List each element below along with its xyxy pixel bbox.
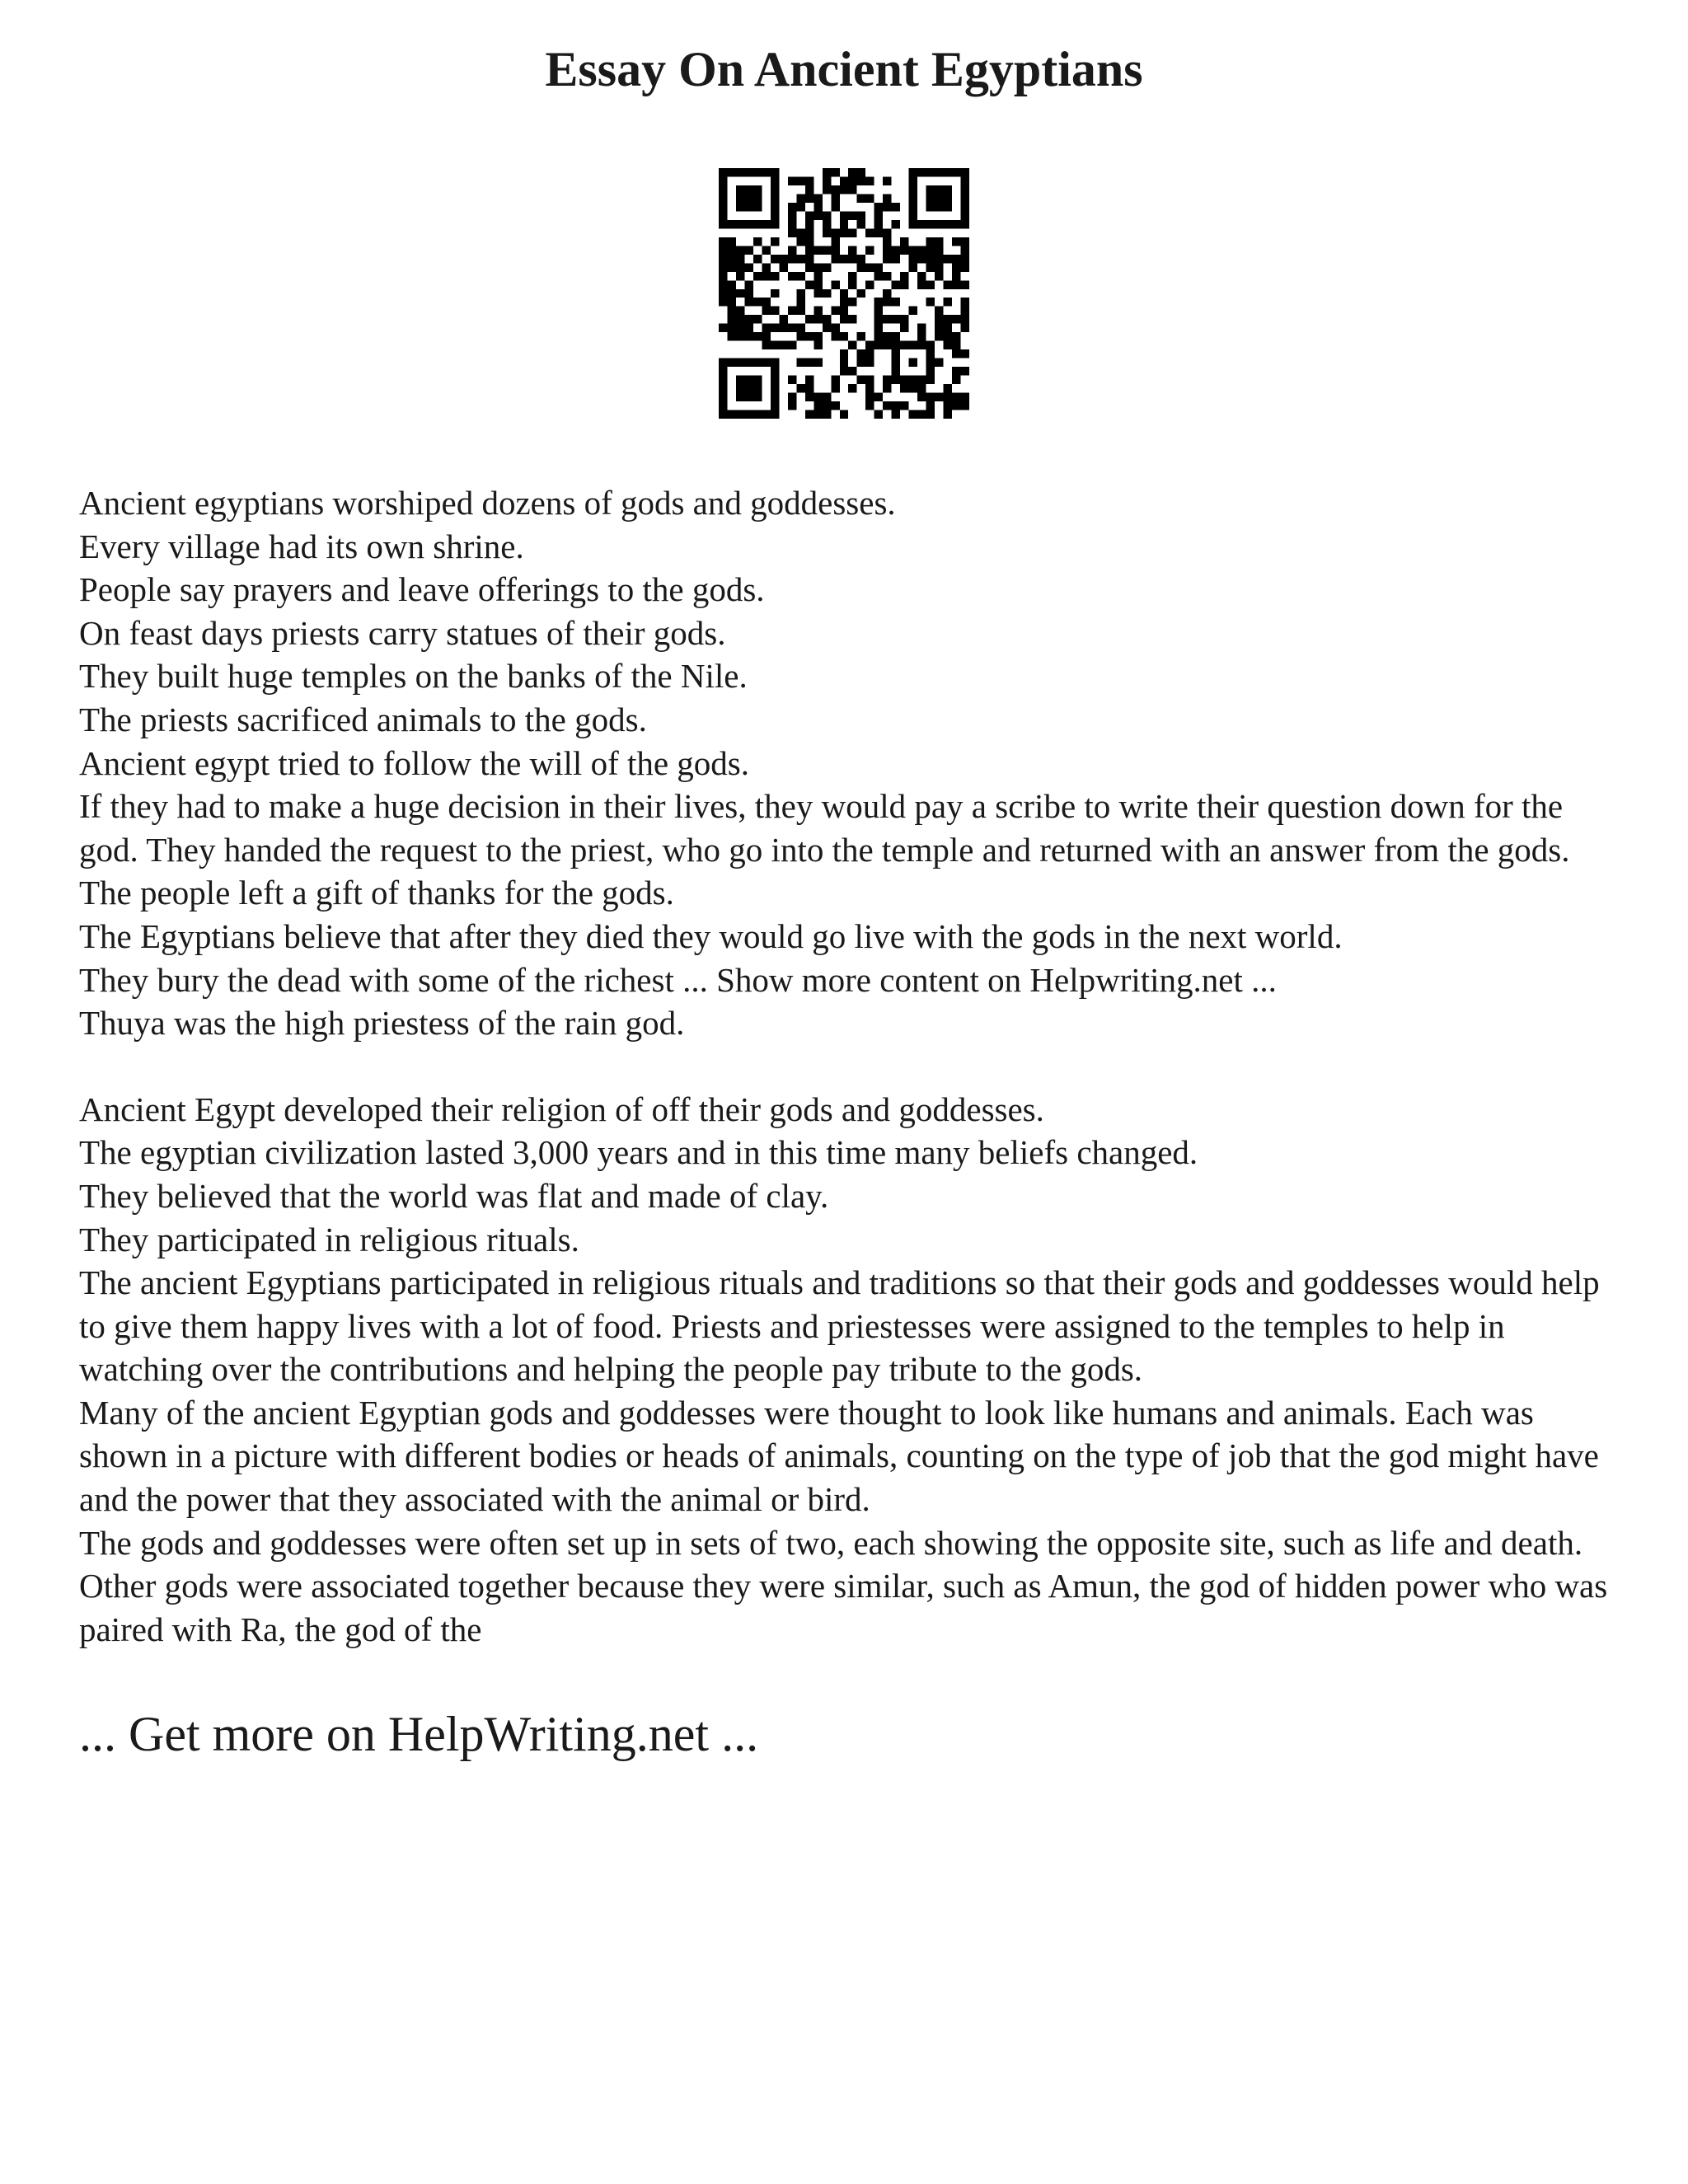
paragraph: The Egyptians believe that after they died they would go live with the gods in the next world. <box>79 916 1343 955</box>
paragraph: Thuya was the high priestess of the rain god. <box>79 1004 685 1043</box>
paragraph: The egyptian civilization lasted 3,000 years and in this time many beliefs changed. <box>79 1133 1198 1172</box>
paragraph: They participated in religious rituals. <box>79 1220 579 1258</box>
paragraph: Ancient egypt tried to follow the will of the gods. <box>79 743 750 782</box>
paragraph: They built huge temples on the banks of the Nile. <box>79 657 748 696</box>
paragraph: Every village had its own shrine. <box>79 527 524 565</box>
qr-code-graphic <box>719 168 969 419</box>
paragraph: Many of the ancient Egyptian gods and goddesses were thought to look like humans and animals. Each was shown in a picture with different bodies or heads of animals, counting on the type of job that the god might have and the power that they associated with the animal or bird. <box>79 1393 1599 1519</box>
paragraph: They bury the dead with some of the richest ... Show more content on Helpwriting.net ... <box>79 960 1277 999</box>
paragraph: If they had to make a huge decision in their lives, they would pay a scribe to write their question down for the god. They handed the request to the priest, who go into the temple and returned with an answer from the gods. The people left a gift of thanks for the gods. <box>79 787 1570 912</box>
paragraph: Ancient Egypt developed their religion of off their gods and goddesses. <box>79 1090 1044 1128</box>
section-gap <box>79 1045 1629 1088</box>
paragraph: The gods and goddesses were often set up in sets of two, each showing the opposite site, such as life and death. Other gods were associated together because they were similar, such as Amun, the god of hidden power who was paired with Ra, the god of the <box>79 1523 1608 1648</box>
essay-body <box>79 481 1629 1651</box>
paragraph: The ancient Egyptians participated in religious rituals and traditions so that their gods and goddesses would help to give them happy lives with a lot of food. Priests and priestesses were assigned to the temples to help in watching over the contributions and helping the people pay tribute to the gods. <box>79 1263 1600 1389</box>
paragraph: They believed that the world was flat and made of clay. <box>79 1176 829 1215</box>
paragraph: The priests sacrificed animals to the gods. <box>79 700 647 738</box>
page-title: Essay On Ancient Egyptians <box>545 42 1143 96</box>
paragraph: People say prayers and leave offerings to the gods. <box>79 570 765 609</box>
qr-code-icon <box>719 168 969 419</box>
paragraph: On feast days priests carry statues of their gods. <box>79 613 726 652</box>
get-more-link[interactable]: ... Get more on HelpWriting.net ... <box>79 1707 759 1761</box>
paragraph: Ancient egyptians worshiped dozens of gods and goddesses. <box>79 484 896 522</box>
